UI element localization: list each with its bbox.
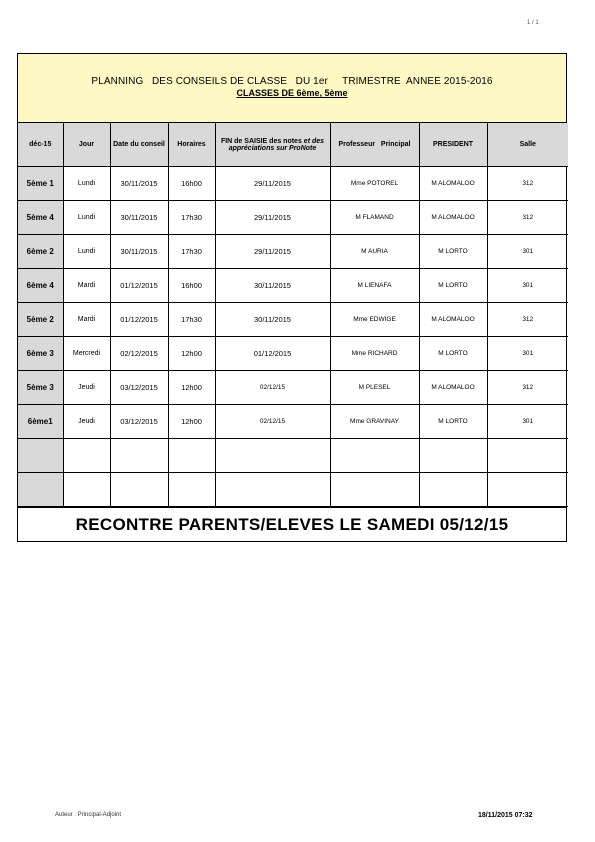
empty-cell bbox=[487, 473, 568, 507]
day-cell: Mardi bbox=[63, 269, 110, 303]
date-cell: 30/11/2015 bbox=[110, 167, 168, 201]
empty-cell bbox=[18, 473, 63, 507]
entry-deadline-cell: 30/11/2015 bbox=[215, 269, 330, 303]
time-cell: 17h30 bbox=[168, 235, 215, 269]
entry-deadline-cell: 29/11/2015 bbox=[215, 201, 330, 235]
empty-cell bbox=[63, 473, 110, 507]
president-cell: M LORTO bbox=[419, 269, 487, 303]
day-cell: Jeudi bbox=[63, 371, 110, 405]
empty-cell bbox=[419, 439, 487, 473]
table-row bbox=[18, 201, 568, 235]
empty-cell bbox=[110, 473, 168, 507]
print-timestamp: 18/11/2015 07:32 bbox=[478, 812, 533, 819]
empty-cell bbox=[330, 473, 419, 507]
table-header-row bbox=[18, 123, 568, 167]
president-cell: M LORTO bbox=[419, 337, 487, 371]
entry-deadline-cell: 02/12/15 bbox=[215, 405, 330, 439]
empty-cell bbox=[419, 473, 487, 507]
document-subtitle: CLASSES DE 6ème, 5ème bbox=[236, 88, 348, 98]
principal-teacher-cell: Mme GRAVINAY bbox=[330, 405, 419, 439]
class-cell: 6ème 4 bbox=[18, 269, 63, 303]
date-cell: 01/12/2015 bbox=[110, 269, 168, 303]
date-cell: 30/11/2015 bbox=[110, 235, 168, 269]
empty-cell bbox=[110, 439, 168, 473]
parents-meeting-banner: RECONTRE PARENTS/ELEVES LE SAMEDI 05/12/15 bbox=[18, 507, 566, 541]
empty-cell bbox=[168, 473, 215, 507]
room-cell: 312 bbox=[487, 167, 568, 201]
class-cell: 5ème 1 bbox=[18, 167, 63, 201]
entry-deadline-cell: 01/12/2015 bbox=[215, 337, 330, 371]
class-cell: 6ème 3 bbox=[18, 337, 63, 371]
day-cell: Jeudi bbox=[63, 405, 110, 439]
principal-teacher-cell: Mme POTOREL bbox=[330, 167, 419, 201]
class-cell: 6ème 2 bbox=[18, 235, 63, 269]
principal-teacher-cell: Mme EDWIGE bbox=[330, 303, 419, 337]
date-cell: 30/11/2015 bbox=[110, 201, 168, 235]
date-cell: 02/12/2015 bbox=[110, 337, 168, 371]
empty-cell bbox=[168, 439, 215, 473]
table-row bbox=[18, 371, 568, 405]
entry-deadline-cell: 30/11/2015 bbox=[215, 303, 330, 337]
time-cell: 17h30 bbox=[168, 201, 215, 235]
table-row bbox=[18, 235, 568, 269]
author-label: Auteur : Principal-Adjoint bbox=[55, 812, 122, 818]
empty-table-row bbox=[18, 473, 568, 507]
room-cell: 301 bbox=[487, 269, 568, 303]
empty-cell bbox=[63, 439, 110, 473]
time-cell: 12h00 bbox=[168, 405, 215, 439]
header-salle: Salle bbox=[487, 123, 568, 167]
class-cell: 5ème 2 bbox=[18, 303, 63, 337]
day-cell: Mercredi bbox=[63, 337, 110, 371]
time-cell: 16h00 bbox=[168, 167, 215, 201]
day-cell: Lundi bbox=[63, 235, 110, 269]
header-fin-saisie-bold: FIN de SAISIE des notes bbox=[220, 137, 302, 145]
principal-teacher-cell: M AURIA bbox=[330, 235, 419, 269]
principal-teacher-cell: M FLAMAND bbox=[330, 201, 419, 235]
entry-deadline-cell: 29/11/2015 bbox=[215, 235, 330, 269]
room-cell: 312 bbox=[487, 371, 568, 405]
room-cell: 301 bbox=[487, 337, 568, 371]
header-date: Date du conseil bbox=[110, 123, 168, 167]
president-cell: M ALOMALOO bbox=[419, 371, 487, 405]
empty-cell bbox=[330, 439, 419, 473]
class-cell: 6ème1 bbox=[18, 405, 63, 439]
time-cell: 17h30 bbox=[168, 303, 215, 337]
entry-deadline-cell: 29/11/2015 bbox=[215, 167, 330, 201]
empty-table-row bbox=[18, 439, 568, 473]
page-number: 1 / 1 bbox=[527, 20, 539, 26]
table-row bbox=[18, 405, 568, 439]
table-row bbox=[18, 303, 568, 337]
room-cell: 312 bbox=[487, 201, 568, 235]
time-cell: 12h00 bbox=[168, 371, 215, 405]
day-cell: Mardi bbox=[63, 303, 110, 337]
empty-cell bbox=[18, 439, 63, 473]
empty-cell bbox=[487, 439, 568, 473]
class-cell: 5ème 4 bbox=[18, 201, 63, 235]
table-body bbox=[18, 167, 568, 507]
president-cell: M ALOMALOO bbox=[419, 167, 487, 201]
empty-cell bbox=[215, 439, 330, 473]
principal-teacher-cell: M PLESEL bbox=[330, 371, 419, 405]
day-cell: Lundi bbox=[63, 167, 110, 201]
president-cell: M ALOMALOO bbox=[419, 201, 487, 235]
date-cell: 03/12/2015 bbox=[110, 405, 168, 439]
header-professeur: Professeur Principal bbox=[330, 123, 419, 167]
date-cell: 03/12/2015 bbox=[110, 371, 168, 405]
header-fin-saisie bbox=[215, 123, 330, 167]
table-row bbox=[18, 167, 568, 201]
day-cell: Lundi bbox=[63, 201, 110, 235]
title-box bbox=[18, 54, 566, 123]
header-president: PRESIDENT bbox=[419, 123, 487, 167]
council-schedule-table bbox=[18, 123, 568, 507]
president-cell: M LORTO bbox=[419, 405, 487, 439]
empty-cell bbox=[215, 473, 330, 507]
table-row bbox=[18, 269, 568, 303]
time-cell: 16h00 bbox=[168, 269, 215, 303]
header-jour: Jour bbox=[63, 123, 110, 167]
planning-sheet bbox=[17, 53, 567, 542]
president-cell: M ALOMALOO bbox=[419, 303, 487, 337]
principal-teacher-cell: Mme RICHARD bbox=[330, 337, 419, 371]
principal-teacher-cell: M LIENAFA bbox=[330, 269, 419, 303]
header-month: déc-15 bbox=[18, 123, 63, 167]
header-fin-saisie-italic: et des appréciations sur ProNote bbox=[228, 137, 325, 152]
entry-deadline-cell: 02/12/15 bbox=[215, 371, 330, 405]
president-cell: M LORTO bbox=[419, 235, 487, 269]
room-cell: 312 bbox=[487, 303, 568, 337]
time-cell: 12h00 bbox=[168, 337, 215, 371]
class-cell: 5ème 3 bbox=[18, 371, 63, 405]
room-cell: 301 bbox=[487, 235, 568, 269]
header-horaires: Horaires bbox=[168, 123, 215, 167]
document-title: PLANNING DES CONSEILS DE CLASSE DU 1er TRIMESTRE ANNEE 2015-2016 bbox=[91, 76, 493, 87]
table-row bbox=[18, 337, 568, 371]
date-cell: 01/12/2015 bbox=[110, 303, 168, 337]
room-cell: 301 bbox=[487, 405, 568, 439]
